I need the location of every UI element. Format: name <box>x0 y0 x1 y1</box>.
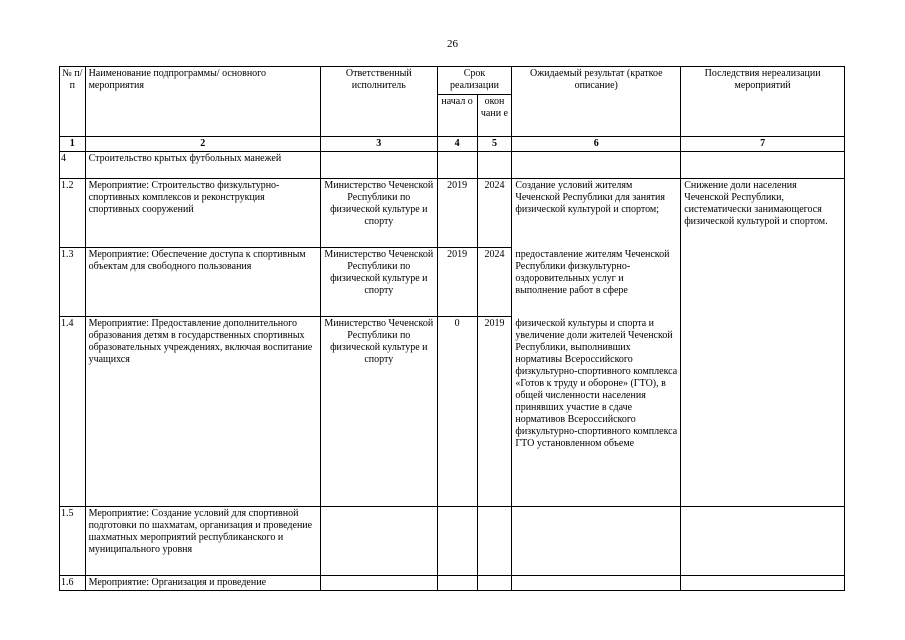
row-end: 2024 <box>477 179 512 248</box>
table-row <box>60 179 845 248</box>
row-consequence: Снижение доли населения Чеченской Республики, систематически занимающегося физической культурой и спортом. <box>681 179 845 507</box>
column-numbers-row <box>60 137 845 152</box>
row-responsible <box>320 576 437 591</box>
row-num: 4 <box>60 152 86 179</box>
column-number: 5 <box>477 137 512 152</box>
header-responsible: Ответственный исполнитель <box>320 67 437 137</box>
row-num: 1.3 <box>60 248 86 317</box>
row-end <box>477 576 512 591</box>
row-end: 2024 <box>477 248 512 317</box>
header-row <box>60 67 845 95</box>
row-start: 0 <box>437 317 477 507</box>
header-end: окон чани е <box>477 95 512 137</box>
row-start <box>437 152 477 179</box>
header-result: Ожидаемый результат (краткое описание) <box>512 67 681 137</box>
row-responsible <box>320 507 437 576</box>
row-result <box>512 576 681 591</box>
row-result: физической культуры и спорта и увеличение доли жителей Чеченской Республики, выполнивших нормативы Всероссийского физкультурно-спортивного комплекса «Готов к труду и обороне» (ГТО), в общей численности населения принявших участие в сдаче нормативов Всероссийского физкультурно-спортивного комплекса ГТО установленном объеме <box>512 317 681 507</box>
row-start: 2019 <box>437 248 477 317</box>
row-result <box>512 152 681 179</box>
row-num: 1.2 <box>60 179 86 248</box>
header-name: Наименование подпрограммы/ основного мероприятия <box>85 67 320 137</box>
row-name: Мероприятие: Обеспечение доступа к спортивным объектам для свободного пользования <box>85 248 320 317</box>
row-name: Мероприятие: Предоставление дополнительного образования детям в государственных спортивных образовательных учреждениях, включая воспитание учащихся <box>85 317 320 507</box>
column-number: 6 <box>512 137 681 152</box>
column-number: 2 <box>85 137 320 152</box>
row-name: Мероприятие: Создание условий для спортивной подготовки по шахматам, организация и проведение шахматных мероприятий республиканского и муниципального уровня <box>85 507 320 576</box>
row-result: Создание условий жителям Чеченской Республики для занятия физической культурой и спортом; <box>512 179 681 248</box>
row-result: предоставление жителям Чеченской Республики физкультурно-оздоровительных услуг и выполнение работ в сфере <box>512 248 681 317</box>
header-period: Срок реализации <box>437 67 512 95</box>
table-row <box>60 507 845 576</box>
row-consequence <box>681 152 845 179</box>
row-consequence <box>681 576 845 591</box>
row-num: 1.4 <box>60 317 86 507</box>
column-number: 4 <box>437 137 477 152</box>
row-responsible: Министерство Чеченской Республики по физической культуре и спорту <box>320 317 437 507</box>
header-num: № п/п <box>60 67 86 137</box>
table-row <box>60 152 845 179</box>
header-consequences: Последствия нереализации мероприятий <box>681 67 845 137</box>
row-start: 2019 <box>437 179 477 248</box>
row-num: 1.5 <box>60 507 86 576</box>
row-end: 2019 <box>477 317 512 507</box>
row-end <box>477 507 512 576</box>
column-number: 1 <box>60 137 86 152</box>
header-start: начал о <box>437 95 477 137</box>
row-name: Строительство крытых футбольных манежей <box>85 152 320 179</box>
page-number: 26 <box>447 38 458 50</box>
row-responsible <box>320 152 437 179</box>
row-num: 1.6 <box>60 576 86 591</box>
row-result <box>512 507 681 576</box>
row-name: Мероприятие: Организация и проведение <box>85 576 320 591</box>
row-start <box>437 576 477 591</box>
measures-table <box>59 66 845 591</box>
row-end <box>477 152 512 179</box>
column-number: 3 <box>320 137 437 152</box>
column-number: 7 <box>681 137 845 152</box>
row-consequence <box>681 507 845 576</box>
row-responsible: Министерство Чеченской Республики по физической культуре и спорту <box>320 179 437 248</box>
row-start <box>437 507 477 576</box>
table-row <box>60 576 845 591</box>
row-name: Мероприятие: Строительство физкультурно-спортивных комплексов и реконструкция спортивных сооружений <box>85 179 320 248</box>
row-responsible: Министерство Чеченской Республики по физической культуре и спорту <box>320 248 437 317</box>
